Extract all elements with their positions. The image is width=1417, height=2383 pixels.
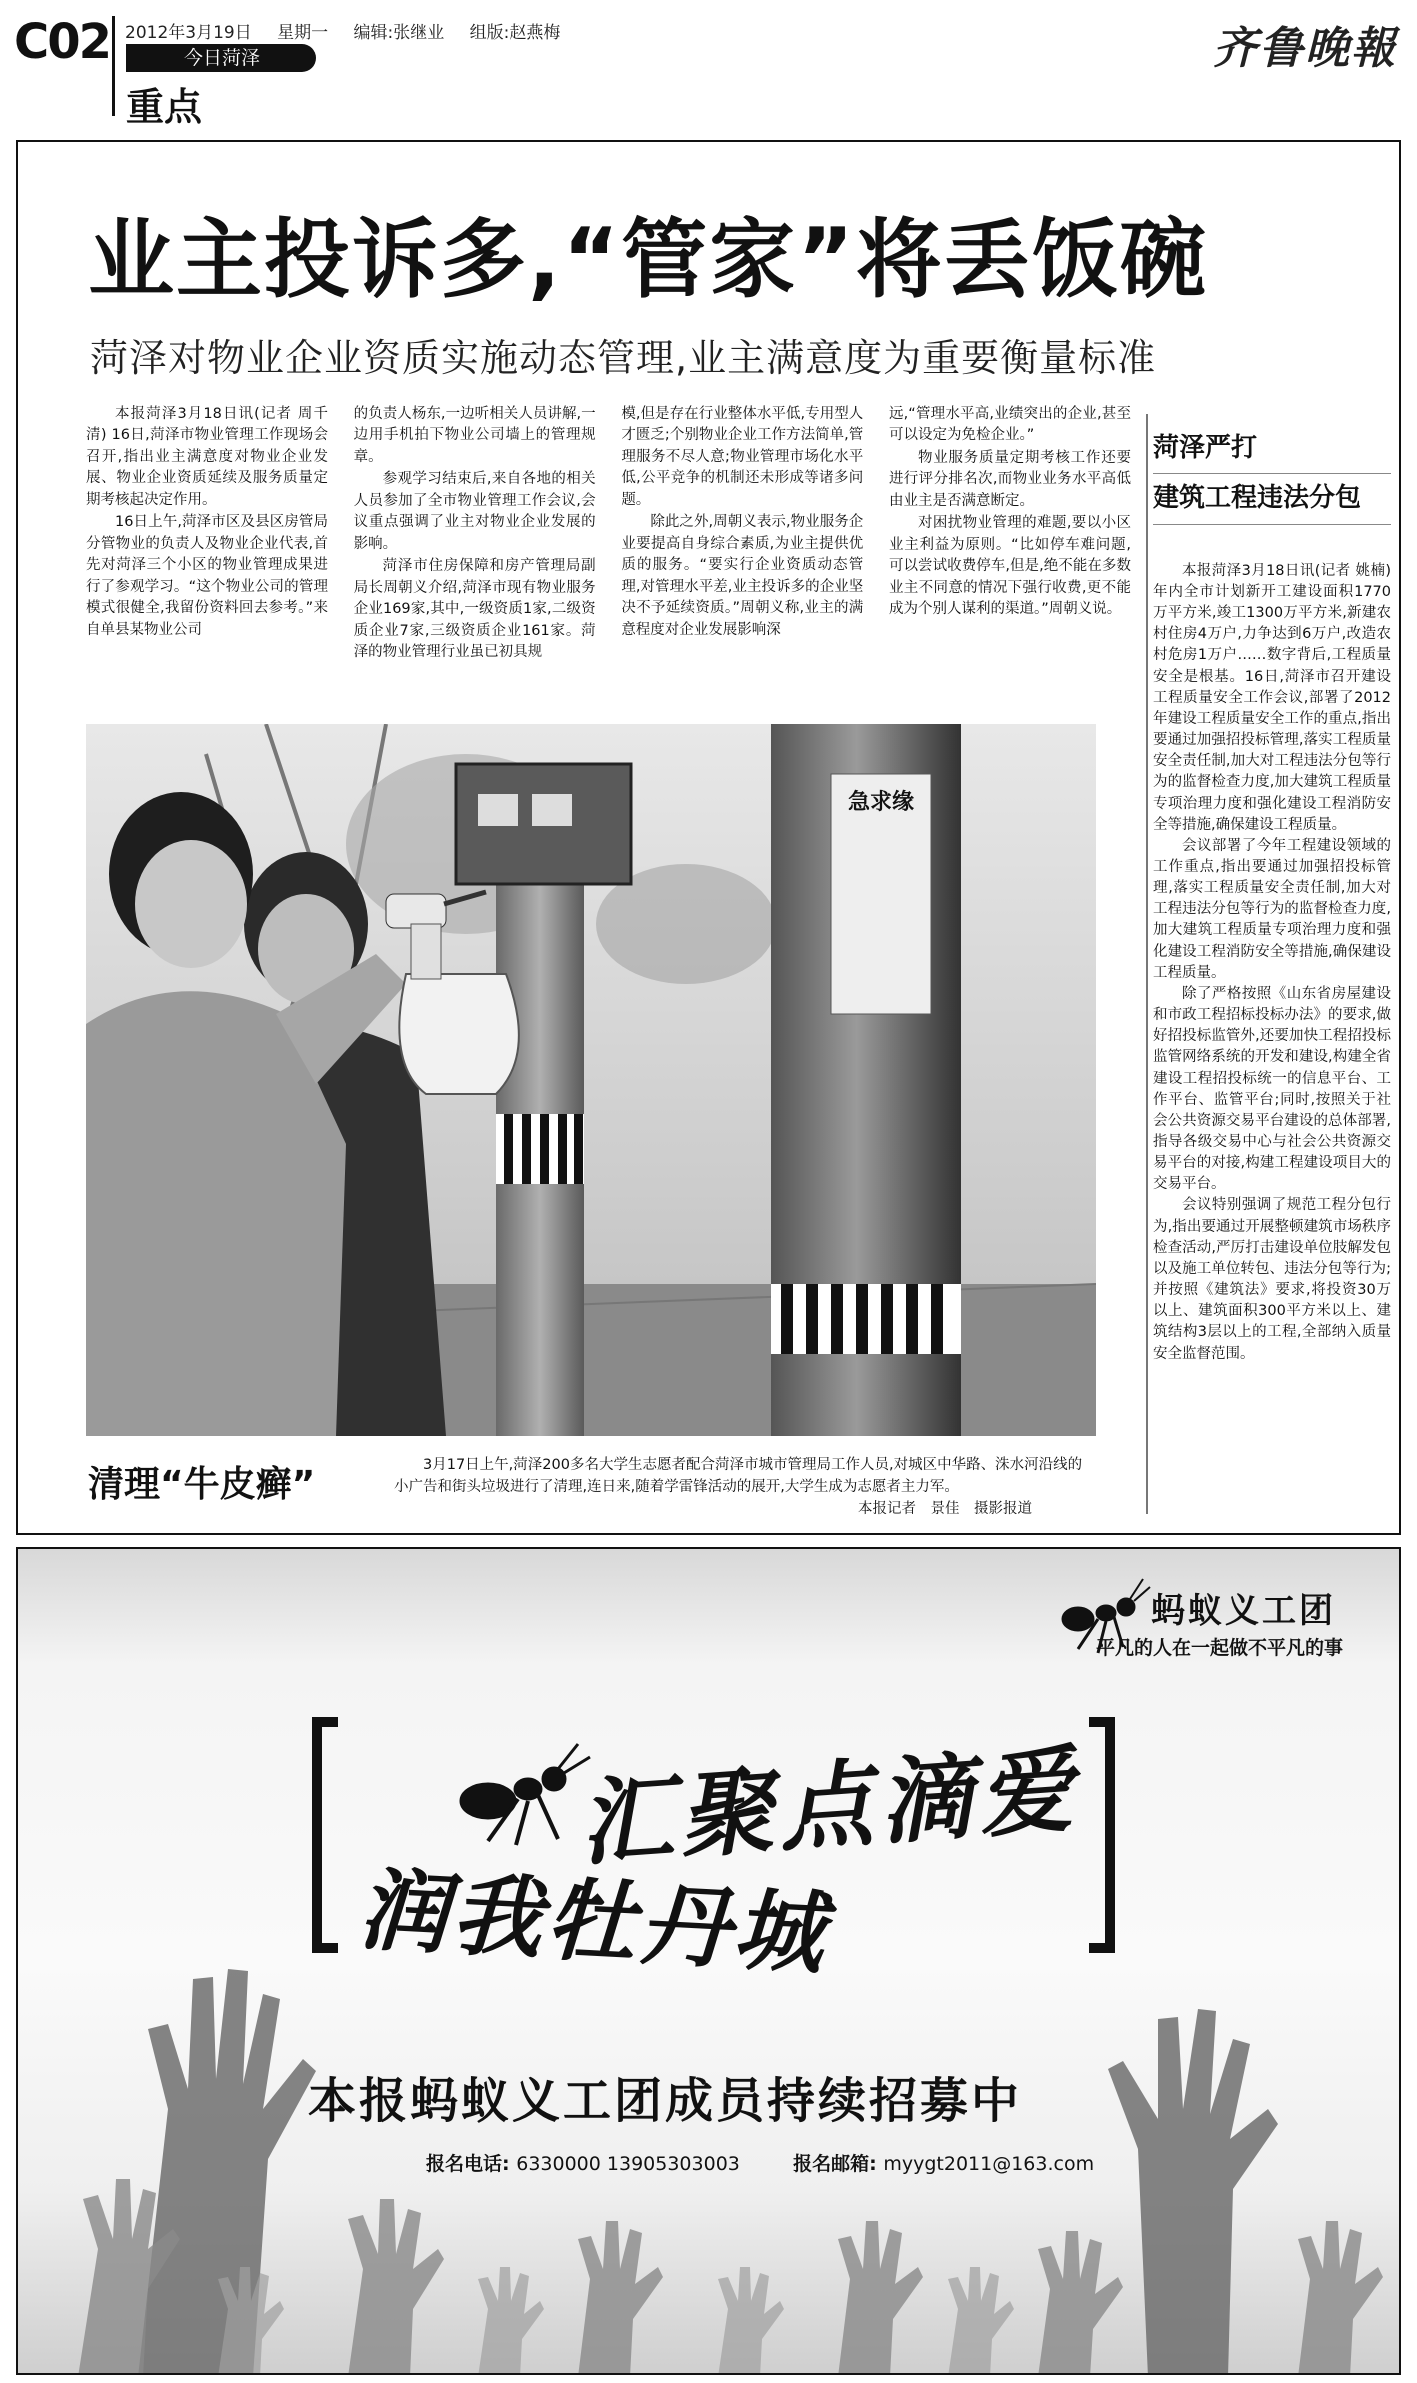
issue-date: 2012年3月19日 xyxy=(125,23,252,43)
pole-stripes xyxy=(496,1114,584,1184)
issue-meta xyxy=(125,18,580,43)
pole-stripes-right xyxy=(771,1284,961,1354)
section-tag: 今日菏泽 xyxy=(126,44,316,72)
article-subhead: 菏泽对物业企业资质实施动态管理,业主满意度为重要衡量标准 xyxy=(90,336,1157,380)
editor-credit: 编辑:张继业 xyxy=(353,23,445,43)
body-paragraph: 物业服务质量定期考核工作还要进行评分排名次,而物业业务水平高低由业主是否满意断定。 xyxy=(888,449,1131,509)
photo-caption-text: 3月17日上午,菏泽200多名大学生志愿者配合菏泽市城市管理局工作人员,对城区中华路、洙水河沿线的小广告和街头垃圾进行了清理,连日来,随着学雷锋活动的展开,大学生成为志愿者主力军。 xyxy=(394,1457,1083,1496)
sidebar-paragraph: 会议部署了今年工程建设领域的工作重点,指出要通过加强招投标管理,落实工程质量安全责任制,加大对工程违法分包等行为的监督检查力度,加大建筑工程质量专项治理力度和强化建设工程消防安全等措施,确保建设工程质量。 xyxy=(1153,837,1391,981)
designer-credit: 组版:赵燕梅 xyxy=(469,23,561,43)
sidebar-title-line-2: 建筑工程违法分包 xyxy=(1153,474,1391,524)
body-paragraph: 对困扰物业管理的难题,要以小区业主利益为原则。“比如停车难问题,可以尝试收费停车,但是,绝不能在多数业主不同意的情况下强行收费,更不能成为个别人谋利的渠道。”周朝义说。 xyxy=(888,515,1131,618)
email-label: 报名邮箱: xyxy=(793,2153,877,2175)
sidebar-paragraph: 会议特别强调了规范工程分包行为,指出要通过开展整顿建筑市场秩序检查活动,严厉打击建设单位肢解发包以及施工单位转包、违法分包等行为;并按照《建筑法》要求,将投资30万以上、建筑面积300平方米以上、建筑结构3层以上的工程,全部纳入质量安全监督范围。 xyxy=(1153,1197,1391,1362)
photo-credit: 本报记者 景佳 摄影报道 xyxy=(858,1501,1032,1517)
right-bracket xyxy=(1089,1717,1115,1953)
masthead-divider xyxy=(112,16,115,116)
calligraphy-line-2: 润我牡丹城 xyxy=(355,1856,831,1988)
body-column-4 xyxy=(889,404,1131,704)
body-paragraph: 除此之外,周朝义表示,物业服务企业要提高自身综合素质,为业主提供优质的服务。“要实行企业资质动态管理,对管理水平差,业主投诉多的企业坚决不予延续资质。”周朝义称,业主的满意程度对企业发展影响深 xyxy=(621,514,864,638)
body-paragraph: 本报菏泽3月18日讯(记者 周千清) 16日,菏泽市物业管理工作现场会召开,指出业主满意度对物业企业发展、物业企业资质延续及服务质量定期考核起决定作用。 xyxy=(86,406,328,508)
ad-group-name: 蚂蚁义工团 xyxy=(1151,1591,1336,1631)
body-paragraph: 模,但是存在行业整体水平低,专用型人才匮乏;个别物业企业工作方法简单,管理服务不尽人意;物业管理市场化水平低,公平竞争的机制还未形成等诸多问题。 xyxy=(621,406,864,508)
body-column-3 xyxy=(621,404,863,704)
main-article xyxy=(16,140,1401,1535)
body-paragraph: 远,“管理水平高,业绩突出的企业,甚至可以设定为免检企业。” xyxy=(888,406,1131,444)
sidebar-paragraph: 除了严格按照《山东省房屋建设和市政工程招标投标办法》的要求,做好招投标监管外,还要加快工程招投标监管网络系统的开发和建设,构建全省建设工程招投标统一的信息平台、工作平台、监管平台;同时,按照关于社会公共资源交易平台建设的总体部署,指导各级交易中心与社会公共资源交易平台的对接,构建工程建设项目大的交易平台。 xyxy=(1153,985,1391,1193)
page-number: C02 xyxy=(14,14,111,70)
email-address: myygt2011@163.com xyxy=(883,2153,1095,2175)
ant-illustration-icon xyxy=(460,1744,590,1845)
sidebar-article xyxy=(1153,424,1391,1524)
sidebar-divider xyxy=(1146,414,1148,1514)
volunteer-ad xyxy=(16,1547,1401,2375)
sidebar-paragraph: 本报菏泽3月18日讯(记者 姚楠) 年内全市计划新开工建设面积1770万平方米,竣工1300万平方米,新建农村住房4万户,力争达到6万户,改造农村危房1万户……数字背后,工程质量安全是根基。16日,菏泽市召开建设工程质量安全工作会议,部署了2012年建设工程质量安全工作的重点,指出要通过加强招投标管理,落实工程质量安全责任制,加大对工程违法分包等行为的监督检查力度,加大建筑工程质量专项治理力度和强化建设工程消防安全等措施,确保建设工程质量。 xyxy=(1153,562,1391,833)
news-photo-illustration xyxy=(86,724,1096,1436)
sidebar-title-line-1: 菏泽严打 xyxy=(1153,424,1391,474)
section-title: 重点 xyxy=(126,85,203,129)
calligraphy-line-1: 汇聚点滴爱 xyxy=(575,1734,1082,1880)
masthead xyxy=(0,0,1417,130)
issue-weekday: 星期一 xyxy=(277,23,329,43)
left-bracket xyxy=(312,1717,338,1953)
news-photo xyxy=(86,724,1096,1436)
photo-caption-title: 清理“牛皮癣” xyxy=(88,1464,316,1505)
sidebar-body xyxy=(1153,561,1391,1365)
body-paragraph: 参观学习结束后,来自各地的相关人员参加了全市物业管理工作会议,会议重点强调了业主对物业企业发展的影响。 xyxy=(353,471,596,552)
body-paragraph: 16日上午,菏泽市区及县区房管局分管物业的负责人及物业企业代表,首先对菏泽三个小区的物业管理成果进行了参观学习。“这个物业公司的管理模式很健全,我留份资料回去参考。”来自单县某物业公司 xyxy=(86,514,328,638)
body-paragraph: 的负责人杨东,一边听相关人员讲解,一边用手机拍下物业公司墙上的管理规章。 xyxy=(353,406,596,465)
body-paragraph: 菏泽市住房保障和房产管理局副局长周朝义介绍,菏泽市现有物业服务企业169家,其中,一级资质1家,二级资质企业7家,三级资质企业161家。菏泽的物业管理行业虽已初具规 xyxy=(353,558,596,660)
newspaper-logo: 齐鲁晚報 xyxy=(1213,23,1397,74)
article-headline: 业主投诉多,“管家”将丢饭碗 xyxy=(88,210,1208,310)
phone-label: 报名电话: xyxy=(426,2153,510,2175)
body-column-2 xyxy=(354,404,596,704)
ad-slogan: 平凡的人在一起做不平凡的事 xyxy=(1096,1637,1344,1659)
article-body xyxy=(86,404,1131,704)
phone-number: 6330000 13905303003 xyxy=(516,2153,740,2175)
recruit-headline: 本报蚂蚁义工团成员持续招募中 xyxy=(308,2073,1023,2129)
body-column-1 xyxy=(86,404,328,704)
poster-text: 急求缘 xyxy=(847,790,915,815)
contact-info xyxy=(426,2149,1094,2176)
